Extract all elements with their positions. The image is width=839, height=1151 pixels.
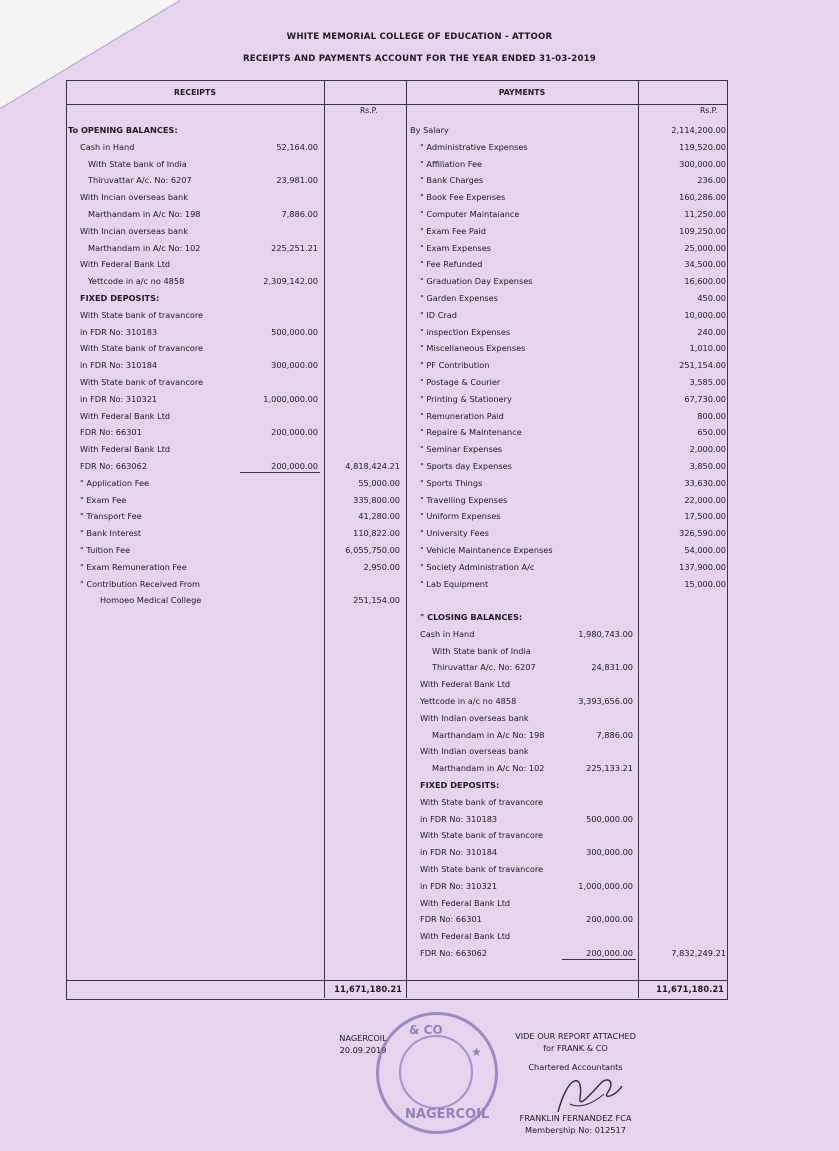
payment-amount: 2,000.00 [689,444,726,455]
receipt-amount: 335,800.00 [353,494,400,505]
receipt-label: With Federal Bank Ltd [80,259,171,270]
receipt-label: in FDR No: 310184 [80,360,158,371]
receipt-label: With State bank of travancore [80,309,204,320]
signatory-name: FRANKLIN FERNANDEZ FCA [519,1113,632,1123]
payment-amount: 251,154.00 [679,360,726,371]
closing-label: Yettcode in a/c no 4858 [420,696,517,706]
payments-currency-label: Rs.P. [700,106,718,115]
closing-label: Thiruvattar A/c. No: 6207 [432,662,536,673]
receipt-sub-amount: 52,164.00 [276,141,318,152]
receipt-label: " Bank Interest [80,528,142,539]
payment-label: " Society Administration A/c [420,561,535,572]
payment-amount: 2,114,200.00 [671,125,726,135]
payment-label: By Salary [410,125,449,135]
closing-subtotal-rule [562,959,636,960]
payment-amount: 236.00 [697,175,726,186]
payment-amount: 109,250.00 [679,225,726,236]
payment-amount: 119,520.00 [679,141,726,152]
closing-label: in FDR No: 310183 [420,813,498,824]
payment-label: " Printing & Stationery [420,393,512,404]
receipt-subtotal-rule [240,472,320,473]
payment-label: " Sports Things [420,477,483,488]
receipts-currency-label: Rs.P. [360,106,378,115]
payment-amount: 450.00 [697,293,726,303]
receipt-label: Homoeo Medical College [100,595,202,606]
payment-label: " Postage & Courier [420,377,501,387]
closing-sub-amount: 1,980,743.00 [578,628,633,639]
receipt-sub-amount: 500,000.00 [271,326,318,337]
receipt-label: With State bank of India [88,158,187,169]
payment-label: " Travelling Expenses [420,494,508,505]
totals-rule [66,980,727,981]
receipt-sub-amount: 2,309,142.00 [263,276,318,287]
payments-total: 11,671,180.21 [656,984,724,994]
closing-label: in FDR No: 310184 [420,847,498,858]
receipt-label: Yettcode in a/c no 4858 [88,276,185,287]
receipt-sub-amount: 1,000,000.00 [263,393,318,404]
closing-sub-amount: 200,000.00 [586,948,633,958]
receipt-label: To OPENING BALANCES: [68,125,178,135]
receipt-label: With Incian overseas bank [80,192,188,203]
receipt-sub-amount: 200,000.00 [271,427,318,438]
center-divider [406,80,407,998]
closing-label: With Federal Bank Ltd [420,679,511,690]
report-line: VIDE OUR REPORT ATTACHED [515,1031,636,1041]
closing-label: With State bank of travancore [420,864,544,874]
receipt-label: " Application Fee [80,477,150,488]
payment-label: " Exam Expenses [420,242,491,253]
receipt-amount: 251,154.00 [353,595,400,606]
receipt-label: With State bank of travancore [80,377,204,387]
payment-label: " Exam Fee Paid [420,225,486,236]
closing-amount: 7,832,249.21 [671,948,726,958]
receipt-sub-amount: 300,000.00 [271,360,318,371]
membership-number: Membership No: 012517 [525,1125,626,1135]
receipt-label: With Incian overseas bank [80,225,188,236]
closing-sub-amount: 1,000,000.00 [578,880,633,891]
payment-amount: 33,630.00 [684,477,726,488]
receipt-label: FIXED DEPOSITS: [80,293,160,303]
receipt-amount: 6,055,750.00 [345,545,400,555]
payment-amount: 16,600.00 [684,276,726,287]
firm-seal [376,1012,498,1134]
seal-inner-ring [399,1035,473,1109]
receipt-label: Marthandam in A/c No: 198 [88,209,201,219]
payment-amount: 17,500.00 [684,511,726,522]
closing-label: Cash in Hand [420,628,475,639]
for-firm-line: for FRANK & CO [543,1043,608,1053]
receipts-amount-divider [324,80,325,998]
receipt-amount: 110,822.00 [353,528,400,539]
receipt-label: Thiruvattar A/c. No: 6207 [88,175,192,186]
payment-label: " Lab Equipment [420,578,489,589]
seal-amp: & CO [409,1023,443,1037]
closing-label: Marthandam in A/c No: 198 [432,729,545,740]
payment-label: " ID Crad [420,309,457,320]
receipt-label: in FDR No: 310321 [80,393,158,404]
payment-label: " PF Contribution [420,360,490,371]
receipt-sub-amount: 200,000.00 [271,461,318,471]
payment-label: " Affiliation Fee [420,158,483,169]
closing-label: " CLOSING BALANCES: [420,612,523,622]
receipt-amount: 55,000.00 [358,477,400,488]
receipt-sub-amount: 7,886.00 [281,209,318,219]
closing-label: FDR No: 66301 [420,914,482,925]
closing-label: FDR No: 663062 [420,948,488,958]
payment-label: " Repaire & Maintenance [420,427,522,438]
closing-sub-amount: 500,000.00 [586,813,633,824]
date-label: 20.09.2019 [339,1045,387,1055]
closing-sub-amount: 200,000.00 [586,914,633,925]
receipts-total: 11,671,180.21 [334,984,402,994]
payment-amount: 15,000.00 [684,578,726,589]
closing-label: With Indian overseas bank [420,712,529,723]
payment-amount: 67,730.00 [684,393,726,404]
closing-label: With Indian overseas bank [420,746,529,757]
payment-label: " Miscellaneous Expenses [420,343,526,354]
payment-amount: 25,000.00 [684,242,726,253]
receipt-label: FDR No: 663062 [80,461,148,471]
payment-label: " Computer Maintaiance [420,209,520,219]
payment-amount: 650.00 [697,427,726,438]
closing-label: With Federal Bank Ltd [420,931,511,942]
payments-heading: PAYMENTS [498,88,546,97]
receipt-label: With State bank of travancore [80,343,204,354]
payment-amount: 34,500.00 [684,259,726,270]
closing-label: With Federal Bank Ltd [420,897,511,908]
payment-amount: 22,000.00 [684,494,726,505]
payment-label: " Remuneration Paid [420,410,504,421]
closing-label: With State bank of travancore [420,796,544,807]
payment-label: " Uniform Expenses [420,511,501,522]
payment-amount: 54,000.00 [684,545,726,555]
closing-label: With State bank of India [432,645,531,656]
payment-label: " Graduation Day Expenses [420,276,533,287]
receipt-label: Marthandam in A/c No: 102 [88,242,201,253]
college-title: WHITE MEMORIAL COLLEGE OF EDUCATION - ATTOOR [286,32,553,42]
role-line: Chartered Accountants [528,1062,623,1072]
payment-amount: 137,900.00 [679,561,726,572]
closing-label: in FDR No: 310321 [420,880,498,891]
closing-label: With State bank of travancore [420,830,544,841]
receipt-label: " Contribution Received From [80,578,200,589]
place-label: NAGERCOIL [339,1033,387,1043]
payment-label: " Garden Expenses [420,293,498,303]
payment-label: " inspection Expenses [420,326,511,337]
payment-label: " Bank Charges [420,175,484,186]
receipt-sub-amount: 23,981.00 [276,175,318,186]
payment-label: " Seminar Expenses [420,444,503,455]
payment-amount: 240.00 [697,326,726,337]
closing-label: FIXED DEPOSITS: [420,780,500,790]
receipt-label: " Tuition Fee [80,545,131,555]
payment-amount: 800.00 [697,410,726,421]
receipt-label: in FDR No: 310183 [80,326,158,337]
closing-sub-amount: 7,886.00 [596,729,633,740]
receipt-amount: 2,950.00 [363,561,400,572]
receipts-heading: RECEIPTS [174,88,216,97]
closing-sub-amount: 225,133.21 [586,763,633,774]
seal-city: NAGERCOIL [405,1107,490,1122]
receipt-label: " Exam Remuneration Fee [80,561,187,572]
payment-amount: 160,286.00 [679,192,726,203]
payment-amount: 300,000.00 [679,158,726,169]
receipt-label: With Federal Bank Ltd [80,444,171,455]
closing-label: Marthandam in A/c No: 102 [432,763,545,774]
statement-title: RECEIPTS AND PAYMENTS ACCOUNT FOR THE YEAR ENDED 31-03-2019 [242,54,596,64]
payment-label: " Vehicle Maintanence Expenses [420,545,553,555]
closing-sub-amount: 3,393,656.00 [578,696,633,706]
receipt-label: " Transport Fee [80,511,142,522]
payment-amount: 326,590.00 [679,528,726,539]
closing-sub-amount: 300,000.00 [586,847,633,858]
receipt-label: Cash in Hand [80,141,135,152]
payment-label: " Administrative Expenses [420,141,528,152]
receipt-amount: 4,818,424.21 [345,461,400,471]
payment-label: " Book Fee Expenses [420,192,506,203]
payment-amount: 3,585.00 [689,377,726,387]
receipt-label: With Federal Bank Ltd [80,410,171,421]
receipt-label: FDR No: 66301 [80,427,142,438]
payment-amount: 1,010.00 [689,343,726,354]
receipt-sub-amount: 225,251.21 [271,242,318,253]
receipt-label: " Exam Fee [80,494,127,505]
receipt-amount: 41,280.00 [358,511,400,522]
closing-sub-amount: 24,831.00 [591,662,633,673]
payment-amount: 11,250.00 [684,209,726,219]
payment-amount: 10,000.00 [684,309,726,320]
seal-star-icon: ★ [471,1045,482,1059]
payment-amount: 3,850.00 [689,461,726,471]
payment-label: " Sports day Expenses [420,461,512,471]
payment-label: " University Fees [420,528,489,539]
payments-amount-divider [638,80,639,998]
payment-label: " Fee Refunded [420,259,483,270]
header-rule [66,104,727,105]
